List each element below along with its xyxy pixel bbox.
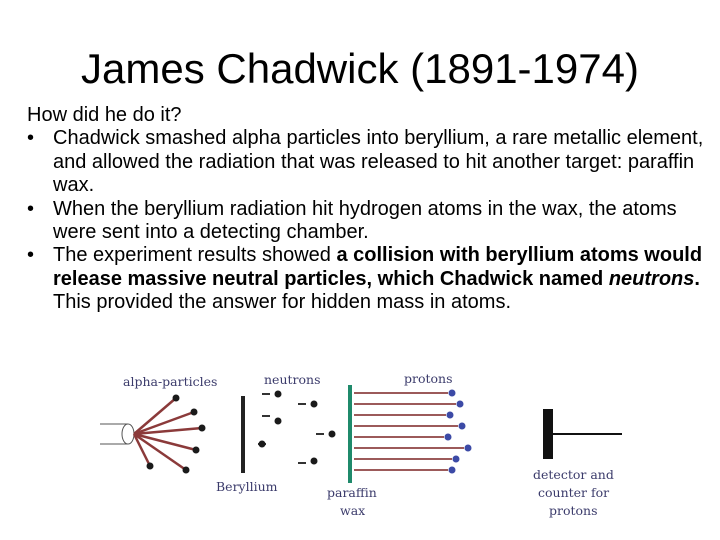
bullet-text-plain: The experiment results showed bbox=[53, 244, 337, 267]
label-alpha-particles: alpha-particles bbox=[123, 374, 218, 389]
proton bbox=[465, 445, 472, 452]
detector-icon bbox=[543, 409, 622, 459]
alpha-particle-rays bbox=[134, 395, 206, 474]
detector-plate bbox=[543, 409, 553, 459]
label-protons: protons bbox=[404, 371, 453, 386]
alpha-particle bbox=[147, 463, 154, 470]
proton-rays bbox=[354, 390, 472, 474]
alpha-ray bbox=[134, 398, 176, 434]
label-detector-1: detector and bbox=[533, 467, 614, 482]
label-wax: wax bbox=[340, 503, 366, 518]
label-detector-2: counter for bbox=[538, 485, 610, 500]
bullet-text-bold-end: . bbox=[694, 267, 700, 290]
proton bbox=[449, 467, 456, 474]
chadwick-experiment-diagram bbox=[0, 360, 720, 540]
neutron bbox=[275, 418, 282, 425]
neutron bbox=[329, 431, 336, 438]
bullet-text-plain-end: This provided the answer for hidden mass in atoms. bbox=[53, 291, 511, 314]
bullet-text-bold-italic: neutrons bbox=[608, 267, 695, 290]
bullet-glyph: • bbox=[27, 197, 35, 220]
bullet-text-bold: a collision with beryllium atoms would release massive neutral particles, which Chadwick named bbox=[53, 244, 703, 290]
label-paraffin: paraffin bbox=[327, 485, 377, 500]
label-neutrons: neutrons bbox=[264, 372, 321, 387]
alpha-ray bbox=[134, 434, 196, 450]
neutron bbox=[259, 441, 266, 448]
alpha-particle bbox=[199, 425, 206, 432]
label-beryllium: Beryllium bbox=[216, 479, 278, 494]
intro-text: How did he do it? bbox=[27, 104, 182, 126]
alpha-particle bbox=[183, 467, 190, 474]
bullet-item bbox=[27, 127, 707, 197]
neutron bbox=[311, 458, 318, 465]
slide-body bbox=[27, 104, 707, 315]
proton bbox=[445, 434, 452, 441]
bullet-text: Chadwick smashed alpha particles into beryllium, a rare metallic element, and allowed the radiation that was released to hit another target: paraffin wax. bbox=[53, 127, 704, 197]
alpha-particle bbox=[193, 447, 200, 454]
bullet-list bbox=[27, 127, 707, 314]
proton bbox=[459, 423, 466, 430]
alpha-particle bbox=[173, 395, 180, 402]
slide-title: James Chadwick (1891-1974) bbox=[81, 45, 639, 92]
proton bbox=[457, 401, 464, 408]
proton bbox=[453, 456, 460, 463]
bullet-glyph: • bbox=[27, 244, 35, 267]
neutron bbox=[275, 391, 282, 398]
bullet-text: When the beryllium radiation hit hydrogen atoms in the wax, the atoms were sent into a detecting chamber. bbox=[53, 197, 677, 244]
neutron-particles bbox=[258, 391, 336, 465]
alpha-particle bbox=[191, 409, 198, 416]
proton bbox=[447, 412, 454, 419]
neutron bbox=[311, 401, 318, 408]
bullet-item bbox=[27, 244, 707, 314]
bullet-item bbox=[27, 198, 707, 245]
proton bbox=[449, 390, 456, 397]
label-detector-3: protons bbox=[549, 503, 598, 518]
bullet-glyph: • bbox=[27, 127, 35, 150]
alpha-source-icon bbox=[100, 424, 134, 444]
